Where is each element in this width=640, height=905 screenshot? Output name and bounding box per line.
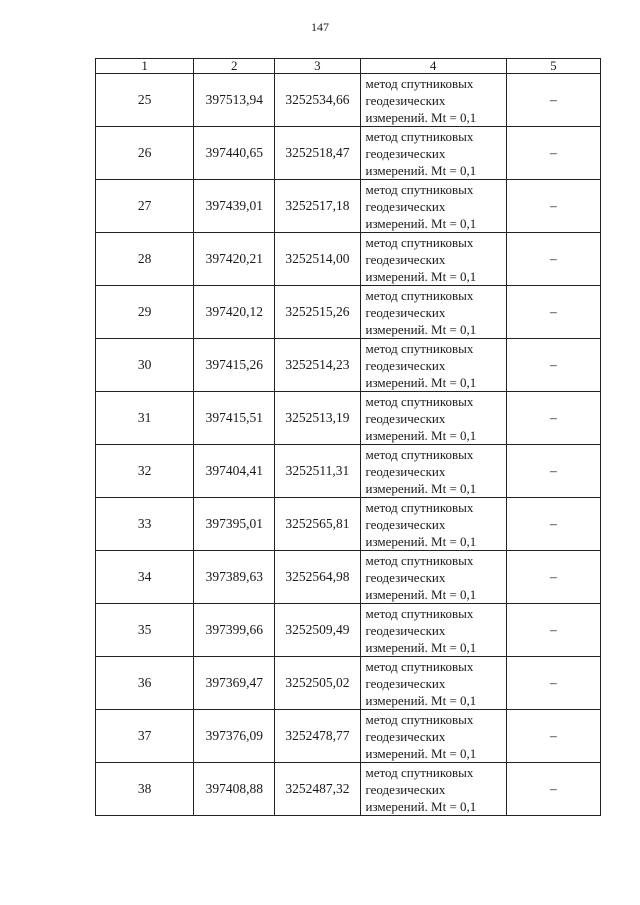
y-coordinate-cell: 3252534,66	[275, 74, 360, 127]
method-cell	[360, 710, 506, 763]
point-number-cell: 35	[96, 604, 194, 657]
x-coordinate-cell: 397395,01	[194, 498, 275, 551]
method-line: метод спутниковых	[365, 128, 474, 144]
note-cell: –	[506, 763, 600, 816]
x-coordinate-cell: 397415,26	[194, 339, 275, 392]
header-col-1: 1	[96, 59, 194, 74]
method-line: метод спутниковых	[365, 605, 474, 621]
table-row	[96, 604, 601, 657]
method-line: геодезических	[365, 569, 446, 585]
note-cell: –	[506, 74, 600, 127]
method-line: геодезических	[365, 198, 446, 214]
header-row	[96, 59, 601, 74]
method-line: измерений. Mt = 0,1	[365, 692, 477, 708]
method-line: измерений. Mt = 0,1	[365, 586, 477, 602]
method-line: метод спутниковых	[365, 75, 474, 91]
header-col-3: 3	[275, 59, 360, 74]
method-cell	[360, 604, 506, 657]
note-cell: –	[506, 233, 600, 286]
method-line: геодезических	[365, 304, 446, 320]
method-line: метод спутниковых	[365, 711, 474, 727]
method-cell	[360, 551, 506, 604]
method-line: геодезических	[365, 251, 446, 267]
point-number-cell: 25	[96, 74, 194, 127]
note-cell: –	[506, 551, 600, 604]
method-cell	[360, 392, 506, 445]
table-row	[96, 127, 601, 180]
method-line: измерений. Mt = 0,1	[365, 480, 477, 496]
y-coordinate-cell: 3252513,19	[275, 392, 360, 445]
point-number-cell: 32	[96, 445, 194, 498]
x-coordinate-cell: 397408,88	[194, 763, 275, 816]
note-cell: –	[506, 445, 600, 498]
method-line: метод спутниковых	[365, 340, 474, 356]
note-cell: –	[506, 498, 600, 551]
method-line: геодезических	[365, 675, 446, 691]
point-number-cell: 38	[96, 763, 194, 816]
method-cell	[360, 286, 506, 339]
method-line: метод спутниковых	[365, 181, 474, 197]
point-number-cell: 26	[96, 127, 194, 180]
method-line: геодезических	[365, 516, 446, 532]
x-coordinate-cell: 397420,21	[194, 233, 275, 286]
y-coordinate-cell: 3252478,77	[275, 710, 360, 763]
table-row	[96, 339, 601, 392]
method-cell	[360, 763, 506, 816]
header-col-4: 4	[360, 59, 506, 74]
y-coordinate-cell: 3252514,00	[275, 233, 360, 286]
table-row	[96, 286, 601, 339]
point-number-cell: 28	[96, 233, 194, 286]
method-line: геодезических	[365, 357, 446, 373]
method-line: метод спутниковых	[365, 287, 474, 303]
method-line: измерений. Mt = 0,1	[365, 427, 477, 443]
table-row	[96, 657, 601, 710]
method-line: метод спутниковых	[365, 552, 474, 568]
method-line: геодезических	[365, 622, 446, 638]
y-coordinate-cell: 3252514,23	[275, 339, 360, 392]
method-line: измерений. Mt = 0,1	[365, 268, 477, 284]
method-line: метод спутниковых	[365, 499, 474, 515]
method-line: измерений. Mt = 0,1	[365, 639, 477, 655]
x-coordinate-cell: 397389,63	[194, 551, 275, 604]
table-row	[96, 498, 601, 551]
y-coordinate-cell: 3252565,81	[275, 498, 360, 551]
method-line: измерений. Mt = 0,1	[365, 215, 477, 231]
method-line: геодезических	[365, 463, 446, 479]
table-row	[96, 180, 601, 233]
table-row	[96, 392, 601, 445]
point-number-cell: 29	[96, 286, 194, 339]
page-number: 147	[311, 20, 329, 34]
method-line: геодезических	[365, 728, 446, 744]
x-coordinate-cell: 397513,94	[194, 74, 275, 127]
method-line: измерений. Mt = 0,1	[365, 533, 477, 549]
y-coordinate-cell: 3252564,98	[275, 551, 360, 604]
method-line: измерений. Mt = 0,1	[365, 745, 477, 761]
x-coordinate-cell: 397415,51	[194, 392, 275, 445]
method-cell	[360, 74, 506, 127]
method-line: метод спутниковых	[365, 764, 474, 780]
header-col-2: 2	[194, 59, 275, 74]
note-cell: –	[506, 180, 600, 233]
method-line: геодезических	[365, 92, 446, 108]
note-cell: –	[506, 286, 600, 339]
method-cell	[360, 127, 506, 180]
method-line: геодезических	[365, 145, 446, 161]
method-line: метод спутниковых	[365, 446, 474, 462]
x-coordinate-cell: 397439,01	[194, 180, 275, 233]
x-coordinate-cell: 397404,41	[194, 445, 275, 498]
method-cell	[360, 180, 506, 233]
method-cell	[360, 445, 506, 498]
table-body	[96, 74, 601, 816]
y-coordinate-cell: 3252487,32	[275, 763, 360, 816]
table-row	[96, 763, 601, 816]
point-number-cell: 33	[96, 498, 194, 551]
method-cell	[360, 233, 506, 286]
x-coordinate-cell: 397420,12	[194, 286, 275, 339]
method-line: измерений. Mt = 0,1	[365, 374, 477, 390]
note-cell: –	[506, 392, 600, 445]
point-number-cell: 27	[96, 180, 194, 233]
point-number-cell: 37	[96, 710, 194, 763]
y-coordinate-cell: 3252517,18	[275, 180, 360, 233]
method-line: метод спутниковых	[365, 234, 474, 250]
table-row	[96, 233, 601, 286]
note-cell: –	[506, 710, 600, 763]
x-coordinate-cell: 397376,09	[194, 710, 275, 763]
note-cell: –	[506, 604, 600, 657]
point-number-cell: 30	[96, 339, 194, 392]
method-cell	[360, 498, 506, 551]
method-line: метод спутниковых	[365, 658, 474, 674]
x-coordinate-cell: 397369,47	[194, 657, 275, 710]
method-line: измерений. Mt = 0,1	[365, 162, 477, 178]
method-line: измерений. Mt = 0,1	[365, 109, 477, 125]
header-col-5: 5	[506, 59, 600, 74]
table-row	[96, 551, 601, 604]
y-coordinate-cell: 3252511,31	[275, 445, 360, 498]
method-line: геодезических	[365, 781, 446, 797]
method-line: измерений. Mt = 0,1	[365, 798, 477, 814]
point-number-cell: 36	[96, 657, 194, 710]
point-number-cell: 31	[96, 392, 194, 445]
note-cell: –	[506, 657, 600, 710]
y-coordinate-cell: 3252515,26	[275, 286, 360, 339]
note-cell: –	[506, 127, 600, 180]
x-coordinate-cell: 397440,65	[194, 127, 275, 180]
note-cell: –	[506, 339, 600, 392]
x-coordinate-cell: 397399,66	[194, 604, 275, 657]
method-line: геодезических	[365, 410, 446, 426]
table-row	[96, 74, 601, 127]
method-line: метод спутниковых	[365, 393, 474, 409]
y-coordinate-cell: 3252518,47	[275, 127, 360, 180]
table-row	[96, 710, 601, 763]
y-coordinate-cell: 3252505,02	[275, 657, 360, 710]
table-row	[96, 445, 601, 498]
method-cell	[360, 339, 506, 392]
table-header	[96, 59, 601, 74]
coordinates-table	[95, 58, 601, 816]
method-line: измерений. Mt = 0,1	[365, 321, 477, 337]
method-cell	[360, 657, 506, 710]
point-number-cell: 34	[96, 551, 194, 604]
y-coordinate-cell: 3252509,49	[275, 604, 360, 657]
